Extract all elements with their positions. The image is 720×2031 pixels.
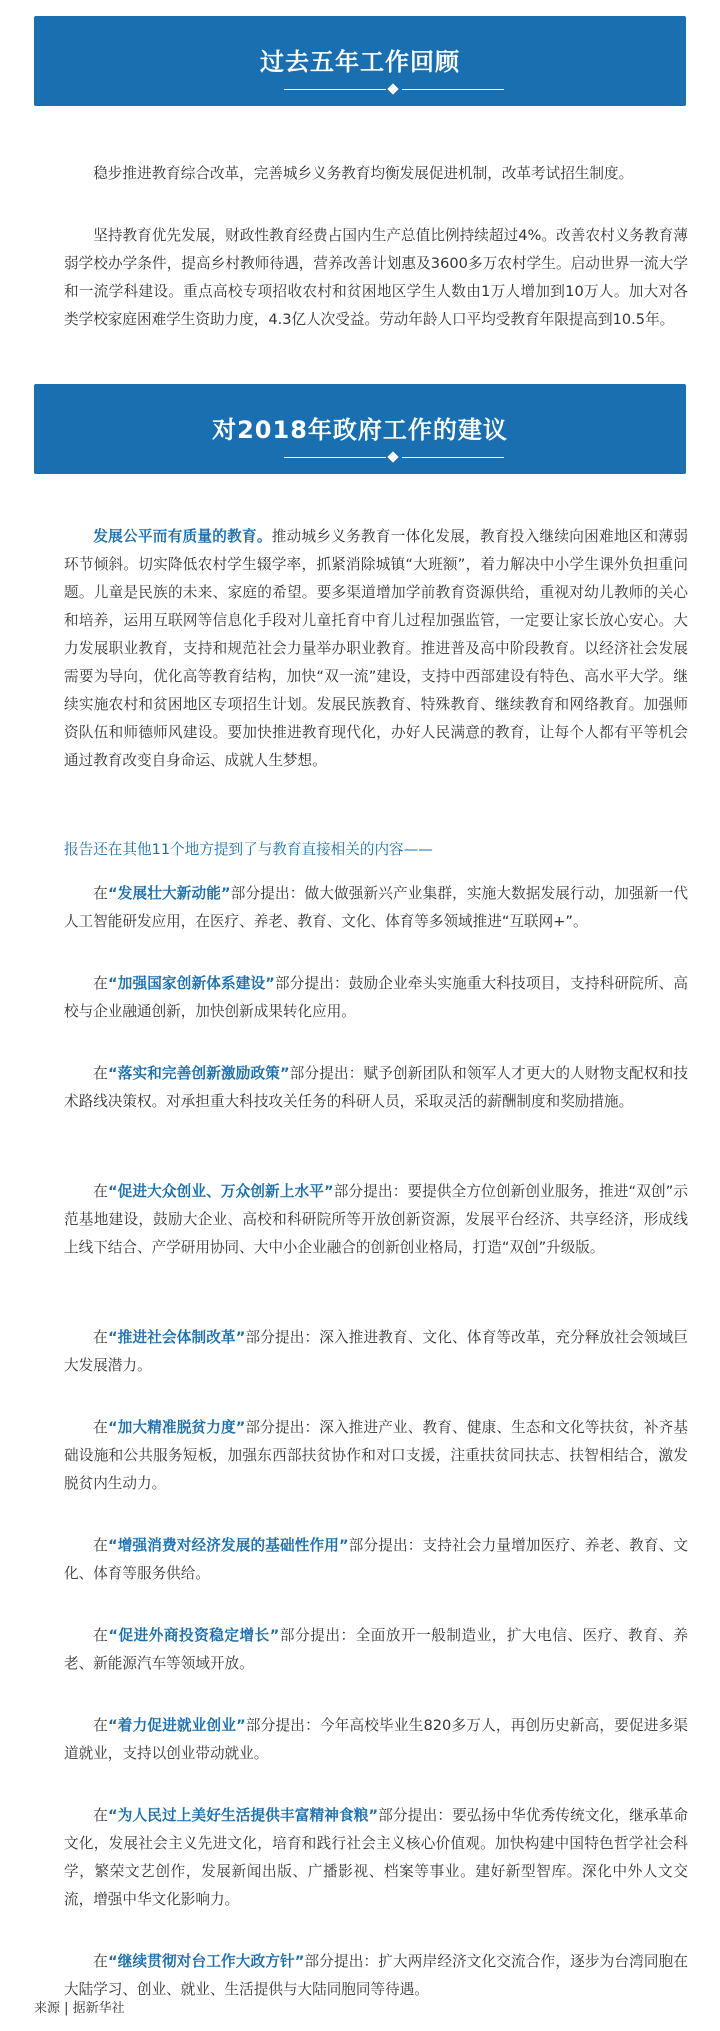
item-text: 部分提出：要提供全方位创新创业服务，推进“双创”示范基地建设，鼓励大企业、高校和科研院所等开放创新资源，发展平台经济、共享经济，形成线上线下结合、产学研用协同、大中小企业融合的创新创业格局，打造“双创”升级版。: [64, 1183, 688, 1256]
lead-highlight: 发展公平而有质量的教育。: [93, 528, 272, 545]
paragraph-lead: [64, 523, 688, 775]
item-topic: “推进社会体制改革”: [107, 1329, 246, 1346]
related-item: [64, 1802, 688, 1914]
item-topic: “继续贯彻对台工作大政方针”: [107, 1953, 305, 1970]
divider-line-left: [284, 89, 386, 90]
paragraph: 坚持教育优先发展，财政性教育经费占国内生产总值比例持续超过4%。改善农村义务教育薄弱学校办学条件，提高乡村教师待遇，营养改善计划惠及3600多万农村学生。启动世界一流大学和一流学科建设。重点高校专项招收农村和贫困地区学生人数由1万人增加到10万人。加大对各类学校家庭困难学生资助力度，4.3亿人次受益。劳动年龄人口平均受教育年限提高到10.5年。: [64, 227, 688, 328]
item-prefix: 在: [93, 1183, 108, 1200]
item-text: 部分提出：扩大两岸经济文化交流合作，逐步为台湾同胞在大陆学习、创业、就业、生活提供与大陆同胞同等待遇。: [64, 1953, 688, 1998]
related-item: [64, 1178, 688, 1262]
item-topic: “促进外商投资稳定增长”: [108, 1627, 280, 1644]
item-prefix: 在: [93, 1537, 108, 1554]
paragraph: 稳步推进教育综合改革，完善城乡义务教育均衡发展促进机制，改革考试招生制度。: [93, 165, 634, 182]
related-item: [64, 1622, 688, 1678]
related-content-note: 报告还在其他11个地方提到了与教育直接相关的内容——: [64, 841, 433, 858]
divider-line-left: [284, 457, 386, 458]
section-banner-review: [34, 16, 686, 106]
item-text: 部分提出：全面放开一般制造业，扩大电信、医疗、教育、养老、新能源汽车等领域开放。: [64, 1627, 688, 1672]
item-text: 部分提出：深入推进产业、教育、健康、生态和文化等扶贫，补齐基础设施和公共服务短板，加强东西部扶贫协作和对口支援，注重扶贫同扶志、扶智相结合，激发脱贫内生动力。: [64, 1419, 688, 1492]
divider-line-right: [402, 89, 504, 90]
item-text: 部分提出：做大做强新兴产业集群，实施大数据发展行动，加强新一代人工智能研发应用，在医疗、养老、教育、文化、体育等多领域推进“互联网+”。: [64, 885, 688, 930]
item-topic: “着力促进就业创业”: [107, 1717, 246, 1734]
related-item: [64, 880, 688, 936]
related-item: [64, 970, 688, 1026]
item-topic: “加大精准脱贫力度”: [107, 1419, 246, 1436]
section-banner-proposals: [34, 384, 686, 474]
item-topic: “发展壮大新动能”: [107, 885, 231, 902]
related-item: [64, 1324, 688, 1380]
section-title: 对2018年政府工作的建议: [212, 416, 508, 444]
item-text: 部分提出：深入推进教育、文化、体育等改革，充分释放社会领域巨大发展潜力。: [64, 1329, 688, 1374]
item-topic: “促进大众创业、万众创新上水平”: [107, 1183, 334, 1200]
related-item: [64, 1414, 688, 1498]
item-prefix: 在: [93, 1065, 108, 1082]
divider-line-right: [402, 457, 504, 458]
item-prefix: 在: [93, 1717, 108, 1734]
item-text: 部分提出：支持社会力量增加医疗、养老、教育、文化、体育等服务供给。: [64, 1537, 688, 1582]
source-credit: 来源 | 据新华社: [34, 2001, 125, 2016]
item-text: 部分提出：今年高校毕业生820多万人，再创历史新高，要促进多渠道就业，支持以创业带动就业。: [64, 1717, 688, 1762]
item-text: 部分提出：赋予创新团队和领军人才更大的人财物支配权和技术路线决策权。对承担重大科技攻关任务的科研人员，采取灵活的薪酬制度和奖励措施。: [64, 1065, 688, 1110]
related-item: [64, 1060, 688, 1116]
related-item: [64, 1532, 688, 1588]
item-topic: “增强消费对经济发展的基础性作用”: [107, 1537, 349, 1554]
item-prefix: 在: [93, 1953, 108, 1970]
item-prefix: 在: [93, 1419, 108, 1436]
item-topic: “落实和完善创新激励政策”: [107, 1065, 290, 1082]
item-prefix: 在: [93, 1807, 108, 1824]
lead-text: 推动城乡义务教育一体化发展，教育投入继续向困难地区和薄弱环节倾斜。切实降低农村学生辍学率，抓紧消除城镇“大班额”，着力解决中小学生课外负担重问题。儿童是民族的未来、家庭的希望。要多渠道增加学前教育资源供给，重视对幼儿教师的关心和培养，运用互联网等信息化手段对儿童托育中育儿过程加强监管，一定要让家长放心安心。大力发展职业教育，支持和规范社会力量举办职业教育。推进普及高中阶段教育。以经济社会发展需要为导向，优化高等教育结构，加快“双一流”建设，支持中西部建设有特色、高水平大学。继续实施农村和贫困地区专项招生计划。发展民族教育、特殊教育、继续教育和网络教育。加强师资队伍和师德师风建设。要加快推进教育现代化，办好人民满意的教育，让每个人都有平等机会通过教育改变自身命运、成就人生梦想。: [64, 528, 688, 769]
item-topic: “为人民过上美好生活提供丰富精神食粮”: [107, 1807, 379, 1824]
item-prefix: 在: [93, 975, 108, 992]
item-text: 部分提出：鼓励企业牵头实施重大科技项目，支持科研院所、高校与企业融通创新，加快创新成果转化应用。: [64, 975, 688, 1020]
item-prefix: 在: [93, 1329, 108, 1346]
item-prefix: 在: [93, 885, 108, 902]
item-text: 部分提出：要弘扬中华优秀传统文化，继承革命文化，发展社会主义先进文化，培育和践行社会主义核心价值观。加快构建中国特色哲学社会科学，繁荣文艺创作，发展新闻出版、广播影视、档案等事业。建好新型智库。深化中外人文交流，增强中华文化影响力。: [64, 1807, 688, 1908]
item-prefix: 在: [93, 1627, 109, 1644]
related-item: [64, 1948, 688, 2004]
item-topic: “加强国家创新体系建设”: [107, 975, 275, 992]
diamond-icon: [387, 83, 398, 94]
diamond-icon: [387, 451, 398, 462]
section-title: 过去五年工作回顾: [260, 48, 460, 76]
related-item: [64, 1712, 688, 1768]
